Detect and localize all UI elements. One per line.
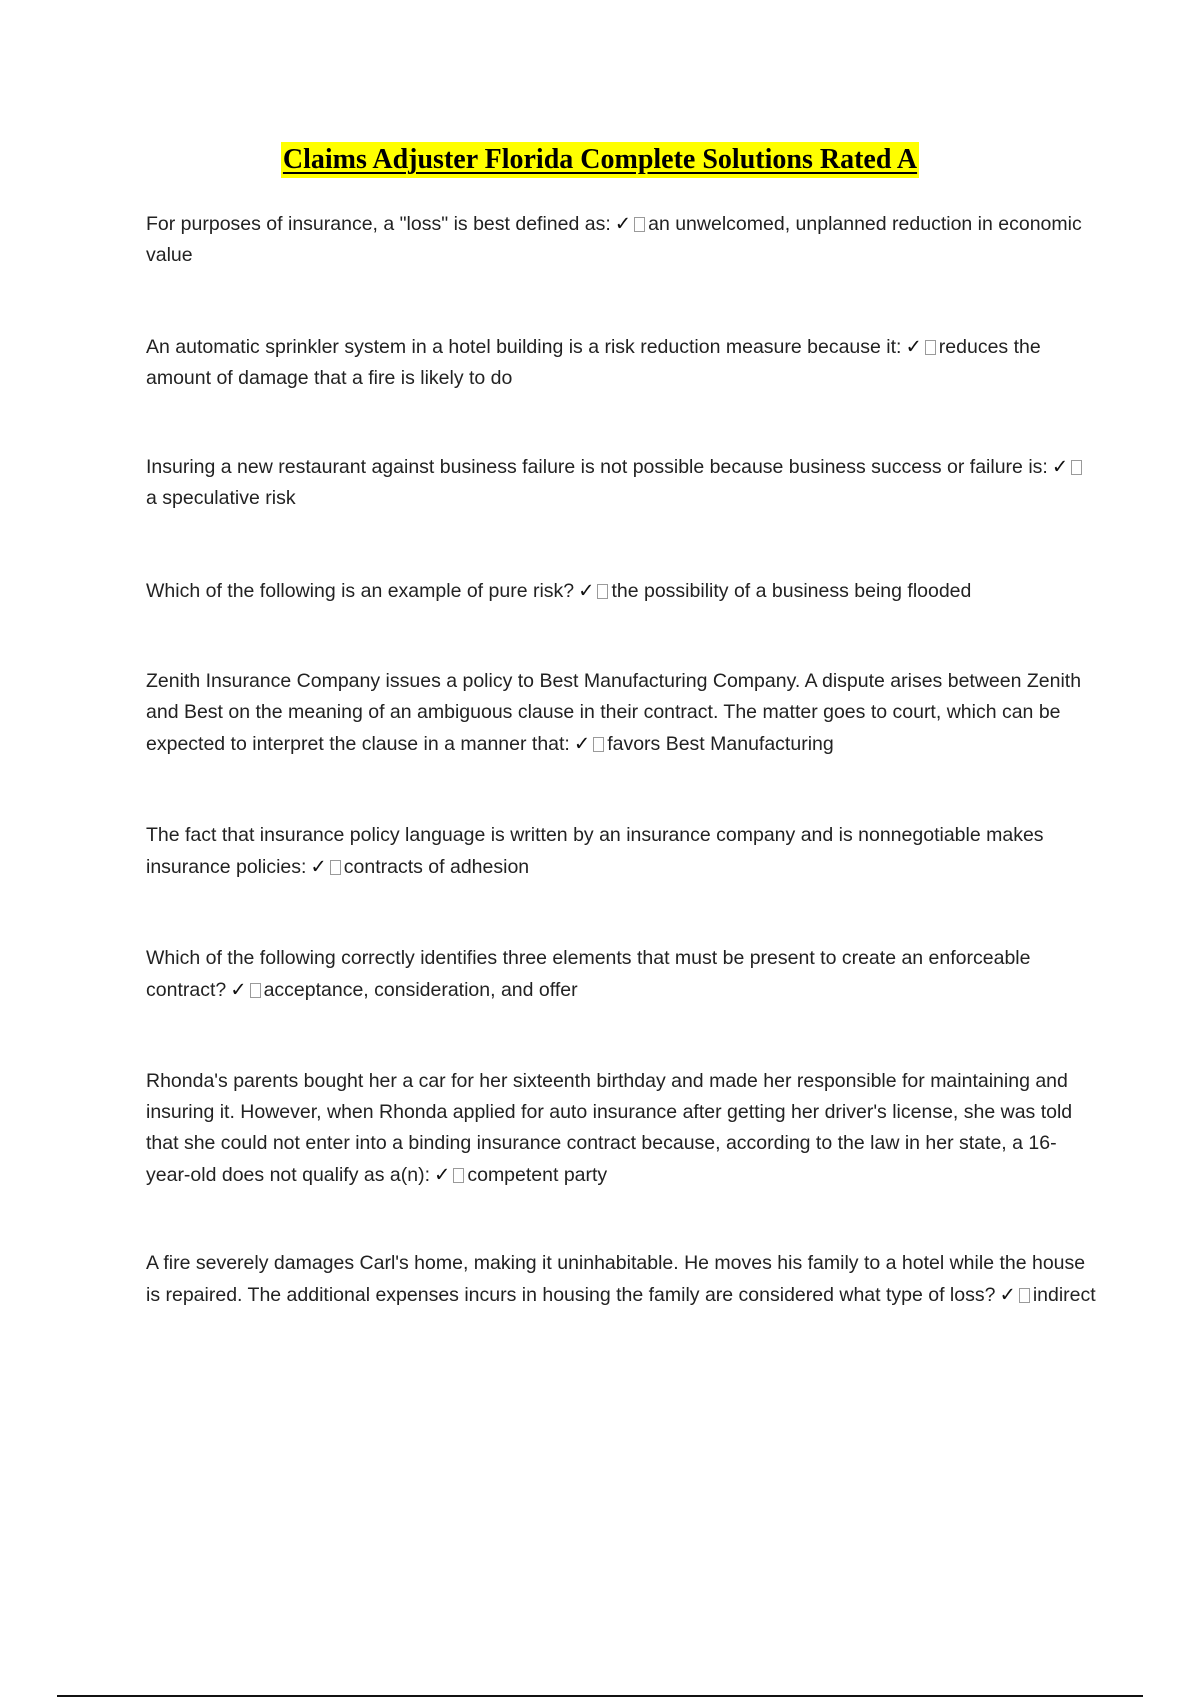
question-text: Zenith Insurance Company issues a policy to Best Manufacturing Company. A dispute arises between Zenith and Best on the meaning of an ambiguous clause in their contract. The matter goes to court, which can be expected to interpret the clause in a manner that: <box>146 670 1082 755</box>
missing-glyph-box-icon <box>1019 1288 1030 1303</box>
qa-item-1 <box>146 208 1096 271</box>
missing-glyph-box-icon <box>634 217 645 232</box>
checkmark-icon: ✓ <box>230 978 247 1001</box>
checkmark-icon: ✓ <box>614 212 632 235</box>
missing-glyph-box-icon <box>1071 460 1082 475</box>
missing-glyph-box-icon <box>593 737 604 752</box>
qa-item-9 <box>146 1248 1096 1311</box>
qa-item-3 <box>146 451 1096 514</box>
answer-text: contracts of adhesion <box>343 856 530 878</box>
missing-glyph-box-icon <box>453 1168 464 1183</box>
missing-glyph-box-icon <box>597 584 608 599</box>
question-text: For purposes of insurance, a "loss" is best defined as: <box>146 213 611 235</box>
checkmark-icon: ✓ <box>573 732 591 755</box>
question-text: Insuring a new restaurant against business failure is not possible because business success or failure is: <box>146 456 1048 478</box>
question-text: A fire severely damages Carl's home, making it uninhabitable. He moves his family to a hotel while the house is repaired. The additional expenses incurs in housing the family are considered what type of loss? <box>146 1252 1086 1306</box>
qa-item-6 <box>146 820 1096 883</box>
answer-text: favors Best Manufacturing <box>607 733 834 755</box>
checkmark-icon: ✓ <box>905 335 922 358</box>
footer-divider <box>57 1695 1143 1697</box>
checkmark-icon: ✓ <box>1051 455 1069 478</box>
question-text: An automatic sprinkler system in a hotel building is a risk reduction measure because it: <box>146 336 902 358</box>
qa-item-2 <box>146 331 1096 394</box>
qa-item-5 <box>146 666 1096 760</box>
checkmark-icon: ✓ <box>310 855 327 878</box>
missing-glyph-box-icon <box>250 983 261 998</box>
answer-text: reduces the amount of damage that a fire is likely to do <box>146 336 1041 389</box>
question-text: Rhonda's parents bought her a car for her sixteenth birthday and made her responsible for maintaining and insuring it. However, when Rhonda applied for auto insurance after getting her driver's license, she was told that she could not enter into a binding insurance contract because, according to the law in her state, a 16-year-old does not qualify as a(n): <box>146 1070 1073 1186</box>
checkmark-icon: ✓ <box>999 1283 1016 1306</box>
qa-item-8 <box>146 1066 1096 1191</box>
missing-glyph-box-icon <box>925 340 936 355</box>
answer-text: indirect <box>1032 1284 1096 1306</box>
title-container <box>0 142 1200 178</box>
page-title: Claims Adjuster Florida Complete Solutions Rated A <box>281 142 919 178</box>
answer-text: the possibility of a business being flooded <box>611 580 972 602</box>
question-text: Which of the following correctly identifies three elements that must be present to create an enforceable contract? <box>146 947 1031 1001</box>
checkmark-icon: ✓ <box>578 579 595 602</box>
answer-text: competent party <box>467 1164 608 1186</box>
question-text: Which of the following is an example of pure risk? <box>146 580 575 602</box>
qa-item-4 <box>146 575 1096 607</box>
question-text: The fact that insurance policy language is written by an insurance company and is nonnegotiable makes insurance policies: <box>146 824 1044 878</box>
checkmark-icon: ✓ <box>434 1163 451 1186</box>
answer-text: an unwelcomed, unplanned reduction in economic value <box>146 213 1082 266</box>
missing-glyph-box-icon <box>330 860 341 875</box>
answer-text: acceptance, consideration, and offer <box>263 979 578 1001</box>
qa-item-7 <box>146 943 1096 1006</box>
answer-text: a speculative risk <box>146 487 296 509</box>
